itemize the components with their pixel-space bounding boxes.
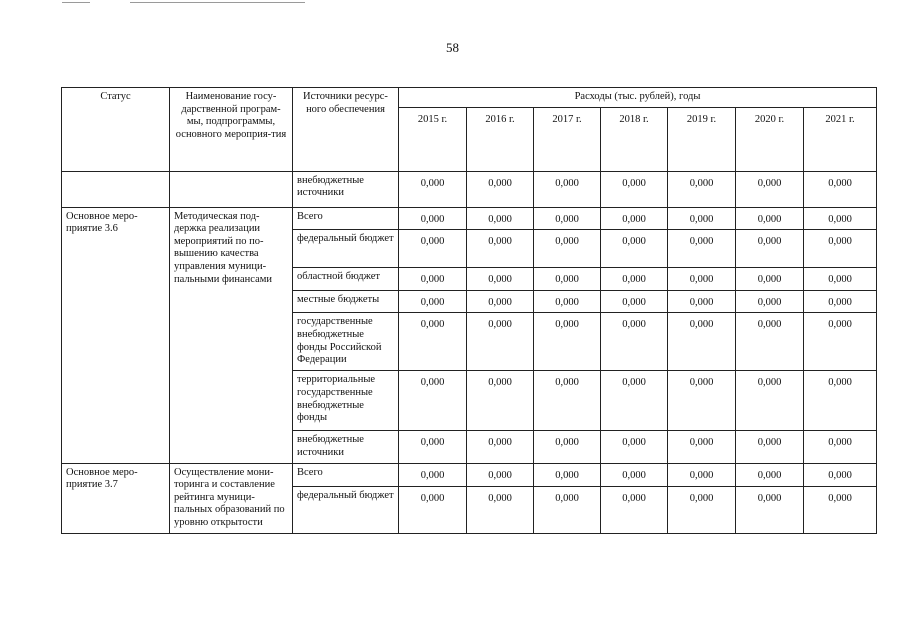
value-cell: 0,000 (668, 171, 736, 207)
value-cell: 0,000 (601, 290, 668, 313)
source-cell: областной бюджет (293, 268, 399, 291)
value-cell: 0,000 (804, 313, 877, 371)
year-header: 2020 г. (736, 107, 804, 171)
status-cell: Основное меро-приятие 3.7 (62, 463, 170, 533)
value-cell: 0,000 (601, 268, 668, 291)
status-cell: Основное меро-приятие 3.6 (62, 207, 170, 463)
column-header-name: Наименование госу-дарственной програм-мы, подпрограммы, основного мероприя-тия (170, 88, 293, 172)
value-cell: 0,000 (804, 463, 877, 486)
value-cell: 0,000 (399, 268, 467, 291)
table-row (62, 463, 877, 486)
source-cell: Всего (293, 207, 399, 230)
source-cell: федеральный бюджет (293, 486, 399, 533)
value-cell: 0,000 (601, 230, 668, 268)
value-cell: 0,000 (804, 486, 877, 533)
value-cell: 0,000 (601, 207, 668, 230)
column-header-sources: Источники ресурс-ного обеспечения (293, 88, 399, 172)
table-row (62, 171, 877, 207)
source-cell: внебюджетные источники (293, 171, 399, 207)
year-header: 2018 г. (601, 107, 668, 171)
value-cell: 0,000 (399, 486, 467, 533)
column-header-expenses: Расходы (тыс. рублей), годы (399, 88, 877, 108)
value-cell: 0,000 (467, 268, 534, 291)
value-cell: 0,000 (601, 371, 668, 431)
value-cell: 0,000 (534, 313, 601, 371)
source-cell: местные бюджеты (293, 290, 399, 313)
column-header-status: Статус (62, 88, 170, 172)
value-cell: 0,000 (467, 463, 534, 486)
budget-table (61, 87, 877, 534)
value-cell: 0,000 (467, 290, 534, 313)
scan-artifact-line (62, 2, 90, 3)
value-cell: 0,000 (534, 290, 601, 313)
status-cell (62, 171, 170, 207)
value-cell: 0,000 (534, 486, 601, 533)
value-cell: 0,000 (601, 463, 668, 486)
value-cell: 0,000 (601, 486, 668, 533)
value-cell: 0,000 (804, 230, 877, 268)
value-cell: 0,000 (534, 207, 601, 230)
value-cell: 0,000 (467, 313, 534, 371)
value-cell: 0,000 (399, 171, 467, 207)
value-cell: 0,000 (467, 171, 534, 207)
year-header: 2017 г. (534, 107, 601, 171)
value-cell: 0,000 (668, 371, 736, 431)
value-cell: 0,000 (399, 207, 467, 230)
value-cell: 0,000 (736, 431, 804, 463)
source-cell: территориальные государственные внебюджетные фонды (293, 371, 399, 431)
value-cell: 0,000 (804, 290, 877, 313)
value-cell: 0,000 (804, 371, 877, 431)
year-header: 2016 г. (467, 107, 534, 171)
name-cell: Осуществление мони-торинга и составление рейтинга муници-пальных образований по уровню открытости (170, 463, 293, 533)
source-cell: государственные внебюджетные фонды Российской Федерации (293, 313, 399, 371)
value-cell: 0,000 (399, 230, 467, 268)
value-cell: 0,000 (736, 371, 804, 431)
year-header: 2021 г. (804, 107, 877, 171)
value-cell: 0,000 (399, 431, 467, 463)
value-cell: 0,000 (736, 207, 804, 230)
value-cell: 0,000 (399, 463, 467, 486)
value-cell: 0,000 (804, 171, 877, 207)
page-number: 58 (446, 40, 459, 55)
value-cell: 0,000 (668, 230, 736, 268)
header-row (62, 88, 877, 108)
value-cell: 0,000 (399, 371, 467, 431)
scan-artifact-line (130, 2, 305, 3)
year-header: 2015 г. (399, 107, 467, 171)
value-cell: 0,000 (736, 230, 804, 268)
source-cell: федеральный бюджет (293, 230, 399, 268)
value-cell: 0,000 (534, 171, 601, 207)
source-cell: Всего (293, 463, 399, 486)
value-cell: 0,000 (534, 431, 601, 463)
value-cell: 0,000 (668, 268, 736, 291)
value-cell: 0,000 (736, 171, 804, 207)
value-cell: 0,000 (399, 313, 467, 371)
value-cell: 0,000 (668, 290, 736, 313)
name-cell: Методическая под-держка реализации мероприятий по по-вышению качества управления муници-пальными финансами (170, 207, 293, 463)
value-cell: 0,000 (399, 290, 467, 313)
value-cell: 0,000 (534, 371, 601, 431)
value-cell: 0,000 (601, 431, 668, 463)
value-cell: 0,000 (601, 313, 668, 371)
value-cell: 0,000 (668, 486, 736, 533)
value-cell: 0,000 (736, 268, 804, 291)
value-cell: 0,000 (668, 463, 736, 486)
value-cell: 0,000 (534, 463, 601, 486)
source-cell: внебюджетные источники (293, 431, 399, 463)
value-cell: 0,000 (467, 230, 534, 268)
year-header: 2019 г. (668, 107, 736, 171)
value-cell: 0,000 (467, 431, 534, 463)
value-cell: 0,000 (668, 431, 736, 463)
value-cell: 0,000 (736, 486, 804, 533)
value-cell: 0,000 (467, 207, 534, 230)
value-cell: 0,000 (668, 207, 736, 230)
value-cell: 0,000 (668, 313, 736, 371)
value-cell: 0,000 (804, 207, 877, 230)
name-cell (170, 171, 293, 207)
value-cell: 0,000 (736, 290, 804, 313)
value-cell: 0,000 (467, 486, 534, 533)
value-cell: 0,000 (534, 268, 601, 291)
value-cell: 0,000 (736, 313, 804, 371)
value-cell: 0,000 (534, 230, 601, 268)
value-cell: 0,000 (804, 431, 877, 463)
table-row (62, 207, 877, 230)
value-cell: 0,000 (736, 463, 804, 486)
value-cell: 0,000 (601, 171, 668, 207)
value-cell: 0,000 (467, 371, 534, 431)
value-cell: 0,000 (804, 268, 877, 291)
